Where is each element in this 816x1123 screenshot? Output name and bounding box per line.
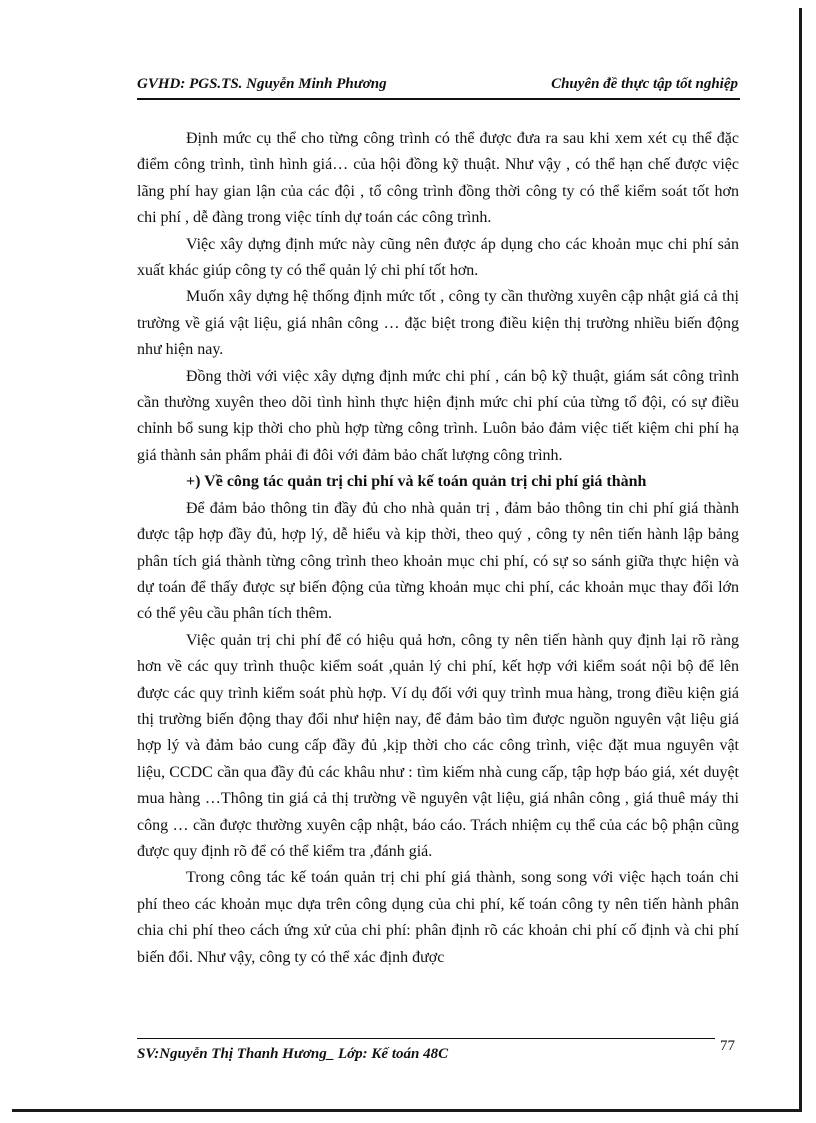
- footer-student-info: SV:Nguyễn Thị Thanh Hương_ Lớp: Kế toán 48C: [137, 1046, 449, 1062]
- header-report-title: Chuyên đề thực tập tốt nghiệp: [551, 76, 738, 92]
- paragraph-cost-norms: Định mức cụ thể cho từng công trình có thể được đưa ra sau khi xem xét cụ thể đặc điểm công trình, tình hình giá… của hội đồng kỹ thuật. Như vậy , có thể hạn chế được việc lãng phí hay gian lận của các đội , tổ công trình đồng thời công ty có thể kiểm soát tốt hơn chi phí , dễ đàng trong việc tính dự toán các công trình.: [137, 130, 739, 227]
- page-header: [137, 72, 740, 100]
- page-number: 77: [720, 1038, 735, 1054]
- paragraph-monitor-norms: Đồng thời với việc xây dựng định mức chi phí , cán bộ kỹ thuật, giám sát công trình cần thường xuyên theo dõi tình hình thực hiện định mức chi phí của từng tổ đội, có sự điều chỉnh bổ sung kịp thời cho phù hợp từng công trình. Luôn bảo đảm việc tiết kiệm chi phí hạ giá thành sản phẩm phải đi đôi với đảm bảo chất lượng công trình.: [137, 367, 739, 464]
- paragraph-cost-analysis: Để đảm bảo thông tin đầy đủ cho nhà quản trị , đảm bảo thông tin chi phí giá thành được tập hợp đầy đủ, hợp lý, dễ hiểu và kịp thời, theo quý , công ty nên tiến hành lập bảng phân tích giá thành từng công trình theo khoản mục chi phí, có sự so sánh giữa thực hiện và dự toán để thấy được sự biến động của từng khoản mục chi phí, các khoản mục thay đổi lớn có thể yêu cầu phân tích thêm.: [137, 499, 739, 623]
- footer-divider: [137, 1038, 715, 1039]
- section-heading: +) Về công tác quản trị chi phí và kế toán quản trị chi phí giá thành: [186, 473, 647, 491]
- header-advisor: GVHD: PGS.TS. Nguyễn Minh Phương: [137, 76, 387, 92]
- paragraph-cost-management: Việc quản trị chi phí để có hiệu quả hơn, công ty nên tiến hành quy định lại rõ ràng hơn về các quy trình thuộc kiểm soát ,quản lý chi phí, kết hợp với kiểm soát nội bộ để lên được các quy trình kiểm soát phù hợp. Ví dụ đối với quy trình mua hàng, trong điều kiện giá thị trường biến động thay đổi như hiện nay, để đảm bảo tìm được nguồn nguyên vật liệu giá hợp lý và đảm bảo cung cấp đầy đủ ,kịp thời cho các công trình, việc đặt mua nguyên vật liệu, CCDC cần qua đầy đủ các khâu như : tìm kiếm nhà cung cấp, tập hợp báo giá, xét duyệt mua hàng …Thông tin giá cả thị trường về nguyên vật liệu, giá nhân công , giá thuê máy thi công … cần được thường xuyên cập nhật, báo cáo. Trách nhiệm cụ thể của các bộ phận cũng được quy định rõ để có thể kiểm tra ,đánh giá.: [137, 631, 739, 860]
- paragraph-update-prices: Muốn xây dựng hệ thống định mức tốt , công ty cần thường xuyên cập nhật giá cả thị trường về giá vật liệu, giá nhân công … đặc biệt trong điều kiện thị trường nhiều biến động như hiện nay.: [137, 288, 739, 359]
- paragraph-management-accounting: Trong công tác kế toán quản trị chi phí giá thành, song song với việc hạch toán chi phí theo các khoản mục dựa trên công dụng của chi phí, kế toán công ty nên tiến hành phân chia chi phí theo cách ứng xử của chi phí: phân định rõ các khoản chi phí cố định và chi phí biến đổi. Như vậy, công ty có thể xác định được: [137, 869, 739, 966]
- document-body: [137, 126, 739, 971]
- paragraph-apply-norms: Việc xây dựng định mức này cũng nên được áp dụng cho các khoản mục chi phí sản xuất khác giúp công ty có thể quản lý chi phí tốt hơn.: [137, 235, 739, 280]
